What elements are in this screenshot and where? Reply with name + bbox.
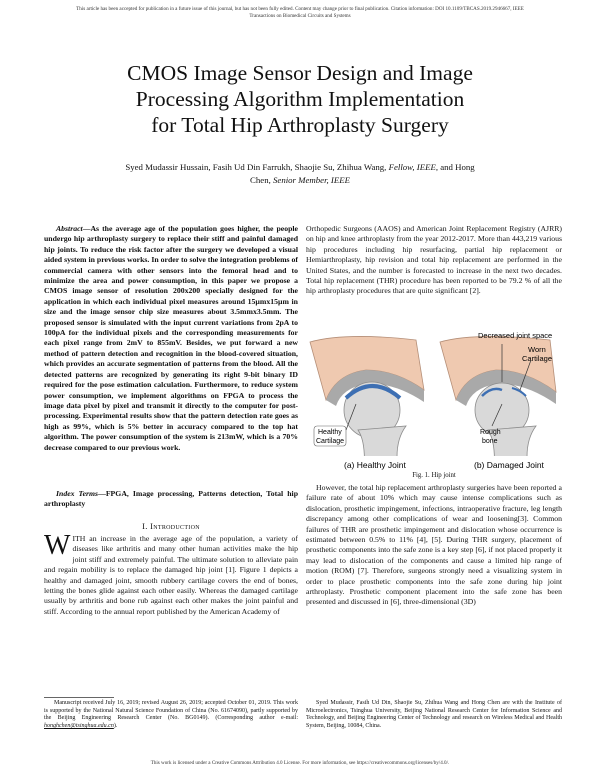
footnote-affiliations	[306, 700, 562, 730]
label-decreased-joint-space: Decreased joint space	[478, 331, 553, 340]
label-healthy: Healthy	[318, 429, 342, 436]
title-line-1: CMOS Image Sensor Design and Image	[127, 61, 473, 85]
intro-paragraph	[44, 530, 298, 617]
author-names: Syed Mudassir Hussain, Fasih Ud Din Farrukh, Shaojie Su, Zhihua Wang,	[125, 162, 387, 172]
corresponding-email-link[interactable]: honghchen@tsinghua.edu.cn	[44, 722, 114, 729]
label-cartilage-worn: Cartilage	[522, 354, 553, 363]
hip-joint-figure	[306, 330, 562, 472]
header-line-2: Transactions on Biomedical Circuits and Systems	[249, 13, 351, 19]
footnote-manuscript	[44, 700, 298, 730]
journal-header	[0, 6, 600, 20]
right-top-text: Orthopedic Surgeons (AAOS) and American Joint Replacement Registry (AJRR) on hip and knee arthroplasty from the year 2012-2017. More than 443,219 various hip procedures including hip resurfacing, partial hip replacement or Hemiarthroplasty, hip revision and total hip replacement are performed in the United States, and the number is forecasted to increase in the next two decades. Total hip replacement (THR) procedure has been reported to be 79.2 % of all the hip arthroplasty procedures that are quite significant [2].	[306, 224, 562, 296]
title-line-2: Processing Algorithm Implementation	[135, 87, 465, 111]
abstract	[44, 224, 298, 453]
label-rough: Rough	[480, 429, 501, 436]
right-column-top-paragraph	[306, 224, 562, 297]
footnote-right-text: Syed Mudassir, Fasih Ud Din, Shaojie Su, Zhihua Wang and Hong Chen are with the Institute of Microelectronics, Tsinghua University, Beijing National Research Center for Information Science and Technology, and Beijing Engineering Center of Technology and research on Wireless Medical and Health System, Beijing, 10084, China.	[306, 700, 562, 729]
section-number: I.	[142, 521, 148, 531]
author-chen: Chen,	[250, 175, 271, 185]
license-footer: This work is licensed under a Creative Commons Attribution 4.0 License. For more information, see https://creativecommons.org/licenses/by/4.0/.	[150, 760, 450, 766]
paper-title	[60, 60, 540, 138]
section-title: Introduction	[150, 521, 200, 531]
index-terms	[44, 489, 298, 510]
title-line-3: for Total Hip Arthroplasty Surgery	[151, 113, 449, 137]
healthy-joint-illustration	[310, 336, 424, 470]
caption-damaged-joint: (b) Damaged Joint	[474, 460, 544, 470]
figure-caption: Fig. 1. Hip joint	[412, 472, 456, 479]
caption-healthy-joint: (a) Healthy Joint	[344, 460, 406, 470]
author-fellow-title: Fellow, IEEE	[388, 162, 436, 172]
section-heading	[44, 521, 298, 531]
drop-cap: W	[44, 530, 71, 561]
intro-text: ITH an increase in the average age of the population, a variety of diseases like arthritis and many other human activities make the hip joint stiff and extremely painful. The ultimate solution to alleviate pain and regain mobility is to replace the damaged hip joint [1]. Figure 1 depicts a healthy and damaged joint, smooth rubbery cartilage covers the end of bones, letting the bones glide against each other easily. Whereas the damaged cartilage usually by arthritis and bone rub against each other makes the joint painful and stiff. According to the annual report published by the American Academy of	[44, 534, 298, 616]
right-column-bottom-paragraph	[306, 483, 562, 608]
index-terms-text: —FPGA, Image processing, Patterns detection, Total hip arthroplasty	[44, 489, 298, 509]
abstract-label: Abstract	[56, 224, 83, 233]
header-line-1: This article has been accepted for publication in a future issue of this journal, but has not been fully edited. Content may change prior to final publication. Citation information: DOI 10.1109/TBCAS.2019.2946667, IEEE	[76, 6, 524, 12]
label-worn: Worn	[528, 345, 546, 354]
index-terms-label: Index Terms	[56, 489, 99, 498]
label-cartilage-healthy: Cartilage	[316, 438, 345, 445]
label-bone: bone	[482, 438, 498, 445]
footnote-left-end: ).	[113, 722, 118, 729]
author-and-hong: , and Hong	[435, 162, 475, 172]
author-list	[90, 161, 510, 187]
footnote-left-text: Manuscript received July 16, 2019; revised August 26, 2019; accepted October 01, 2019. This work is supported by the National Natural Science Foundation of China (No. 61674090), partly supported by the Beijing Engineering Research Center (No. BG0149). (Corresponding author e-mail:	[44, 700, 298, 722]
author-senior-title: Senior Member, IEEE	[273, 175, 350, 185]
right-bottom-text: However, the total hip replacement arthroplasty surgeries have been reported a failure rate of about 10% which may cause intense complications such as dislocation, prosthetic impingement, infections, intraoperative fracture, leg length discrepancy among other complications of wear and loosening[3]. Common failures of THR are prosthetic impingement and dislocation whose occurrence is estimated between 0.5% to 11% [4], [5]. During THR surgery, placement of prosthetic components into the safe zone is a key step [6], if not placed properly it may lead to dislocation of the components and cause a limited hip range of motion (ROM) [7]. Therefore, surgeons strongly need a visualizing system in order to place prosthetic components into the safe zone during hip joint arthroplasty. Prosthetic component placement into the safe zone has been presented and discussed in [6], three-dimensional (3D)	[306, 483, 562, 607]
abstract-text: —As the average age of the population goes higher, the people undergo hip arthroplasty surgery to replace their stiff and painful damaged hip joints. To reduce the risk factor after the surgery we developed a visual aided system in previous works. In order to solve the integration problems of commercial camera with other sensors into the femoral head and to minimize the area and power consumption, in this paper we propose a CMOS image sensor of resolution 200x200 specially designed for the application in which each individual pixel measures around 15µmx15µm in size and the image sensor chip size measures about 3.5mmx3.5mm. The proposed sensor is simulated with the input current variations from 2pA to 100pA for the individual pixels and the corresponding measurements for each pixel range from 2mV to 855mV. Besides, we put forward a new method of pattern detection and recognition in the blood-covered situation, which provides an accurate segmentation of patterns from the blood. All the detected patterns are recognized by generating its right 9-bit binary ID required for the pose estimation calculation. Furthermore, to reduce system power consumption, we implement algorithms on FPGA to process the image data pixel by pixel and transmit it directly to the computer for post-processing. Experimental results show that the pattern detection rate goes as high as 99%, which is 5% better in accuracy compared to the top hat algorithm. The power consumption of the system is 213mW, which is a 70% decrease compared to our previous work.	[44, 224, 298, 452]
footnote-rule	[44, 697, 114, 698]
